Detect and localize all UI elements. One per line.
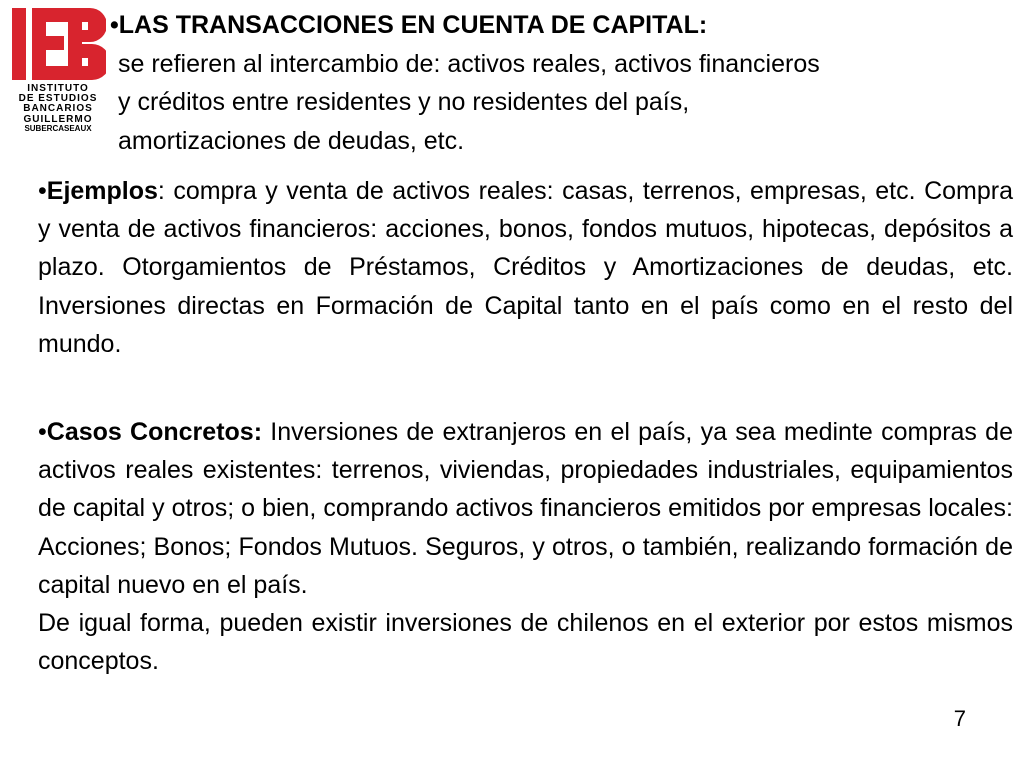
cases-extra-text: De igual forma, pueden existir inversiones de chilenos en el exterior por estos mismos conceptos. (38, 609, 1013, 676)
intro-line-2: y créditos entre residentes y no residentes del país, (118, 88, 690, 116)
cases-label: Casos Concretos: (46, 418, 263, 446)
intro-line-3: amortizaciones de deudas, etc. (118, 126, 465, 155)
intro-heading-text: LAS TRANSACCIONES EN CUENTA DE CAPITAL: (118, 11, 708, 39)
examples-paragraph (38, 172, 1013, 363)
logo-line-3: BANCARIOS (23, 103, 93, 114)
intro-heading (110, 6, 1015, 45)
intro-bullet: • (110, 11, 119, 39)
logo-line-5: SUBERCASEAUX (24, 124, 92, 133)
intro-line-1: se refieren al intercambio de: activos reales, activos financieros (118, 49, 820, 78)
examples-bullet: • (38, 177, 47, 205)
logo-line-2: DE ESTUDIOS (18, 93, 98, 104)
examples-label: Ejemplos (46, 177, 158, 205)
ieb-logo-mark (10, 6, 106, 84)
examples-text: : compra y venta de activos reales: casas, terrenos, empresas, etc. Compra y venta de activos financieros: acciones, bonos, fondos mutuos, hipotecas, depósitos a plazo. Otorgamientos de Préstamos, Créditos y Amortizaciones de deudas, etc. Inversiones directas en Formación de Capital tanto en el país como en el resto del mundo. (38, 177, 1013, 358)
logo-line-1: INSTITUTO (27, 83, 89, 94)
cases-bullet: • (38, 418, 47, 446)
logo-line-4: GUILLERMO (23, 114, 93, 125)
cases-paragraph (38, 413, 1013, 680)
intro-section (110, 6, 1015, 160)
cases-text: Inversiones de extranjeros en el país, ya sea medinte compras de activos reales existentes: terrenos, viviendas, propiedades industriales, equipamientos de capital y otros; o bien, comprando activos financieros emitidos por empresas locales: Acciones; Bonos; Fondos Mutuos. Seguros, y otros, o también, realizando formación de capital nuevo en el país. (38, 418, 1013, 599)
page-number: 7 (953, 706, 966, 731)
